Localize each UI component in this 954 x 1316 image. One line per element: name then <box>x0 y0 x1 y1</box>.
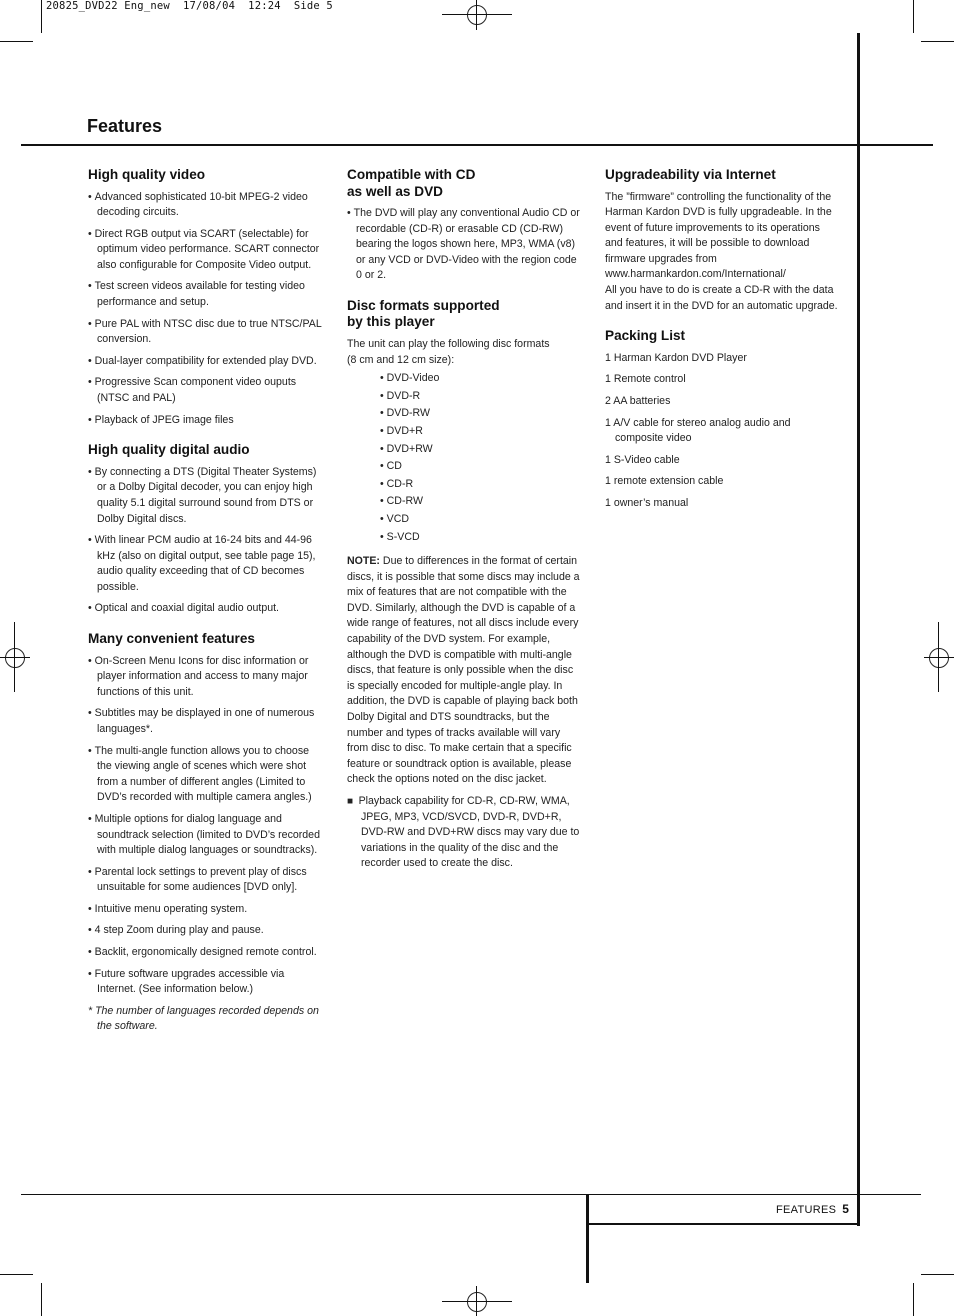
format-item: • DVD+RW <box>347 441 583 459</box>
registration-mark-bottom <box>467 1292 487 1312</box>
list-item: • Optical and coaxial digital audio output. <box>88 601 324 617</box>
crop-mark <box>913 0 914 33</box>
packing-item: 1 Harman Kardon DVD Player <box>605 351 747 364</box>
section-heading: Upgradeability via Internet <box>605 167 776 182</box>
list-item: • The DVD will play any conventional Audio CD or recordable (CD-R) or erasable CD (CD-RW) bearing the logos shown here, MP3, WMA (v8) or any VCD or DVD-Video with the region code 0 or 2. <box>347 206 583 284</box>
format-item: • CD <box>347 458 583 476</box>
footer-label: FEATURES <box>776 1204 837 1216</box>
footer-divider <box>586 1195 589 1283</box>
list-item: • 4 step Zoom during play and pause. <box>88 923 324 939</box>
registration-line <box>0 657 30 658</box>
list-item: • Multiple options for dialog language and soundtrack selection (limited to DVD’s recorded with multiple dialog languages or soundtracks). <box>88 812 324 859</box>
registration-line <box>442 1301 512 1302</box>
registration-mark-right <box>929 648 949 668</box>
list-item: • With linear PCM audio at 16-24 bits and 44-96 kHz (also on digital output, see table page 15), audio quality exceeding that of CD becomes possible. <box>88 533 324 595</box>
heading-line: by this player <box>347 314 435 330</box>
list-item: • Dual-layer compatibility for extended play DVD. <box>88 354 324 370</box>
printer-slug: 20825_DVD22 Eng_new 17/08/04 12:24 Side 5 <box>46 0 333 12</box>
format-item: • S-VCD <box>347 529 583 547</box>
crop-mark <box>921 1274 954 1275</box>
paragraph: The ”firmware” controlling the functionality of the Harman Kardon DVD is fully upgradeable. In the event of future improvements to its operations and features, it will be possible to download firmware upgrades from www.harmankardon.com/International/ <box>605 190 832 281</box>
heading-line: as well as DVD <box>347 183 443 199</box>
list-item: • Subtitles may be displayed in one of numerous languages*. <box>88 706 324 737</box>
list-item: • The multi-angle function allows you to choose the viewing angle of scenes which were shot from a number of different angles (Limited to DVD’s recorded with multiple camera angles.) <box>88 744 324 806</box>
crop-mark <box>921 41 954 42</box>
page-footer <box>776 1202 849 1216</box>
list-item: • On-Screen Menu Icons for disc information or player information and access to many major functions of this unit. <box>88 654 324 701</box>
registration-mark-top <box>467 5 487 25</box>
column-middle <box>347 167 583 878</box>
section-heading: Packing List <box>605 328 686 344</box>
footer-rule <box>21 1194 921 1195</box>
registration-line <box>924 657 954 658</box>
format-item: • DVD+R <box>347 423 583 441</box>
heading-line: Disc formats supported <box>347 297 500 313</box>
format-item: • CD-R <box>347 476 583 494</box>
crop-mark <box>913 1283 914 1316</box>
packing-item: 1 Remote control <box>605 373 686 386</box>
section-heading <box>347 298 583 331</box>
column-right <box>605 167 839 518</box>
packing-item: 1 S-Video cable <box>605 453 680 466</box>
registration-line <box>442 14 512 15</box>
format-item: • DVD-Video <box>347 370 583 388</box>
list-item: • Backlit, ergonomically designed remote control. <box>88 945 324 961</box>
crop-mark <box>41 0 42 33</box>
intro-line: The unit can play the following disc formats <box>347 337 550 350</box>
format-item: • VCD <box>347 511 583 529</box>
packing-item: 1 owner’s manual <box>605 496 689 509</box>
list-item: • Direct RGB output via SCART (selectable) for optimum video performance. SCART connector also configurable for Composite Video output. <box>88 227 324 274</box>
paragraph: All you have to do is create a CD-R with the data and insert it in the DVD for an automatic upgrade. <box>605 284 838 312</box>
page-edge-rule <box>857 33 860 1226</box>
list-item: • Parental lock settings to prevent play of discs unsuitable for some audiences [DVD only]. <box>88 865 324 896</box>
packing-item: 1 remote extension cable <box>605 475 724 488</box>
packing-item: 1 A/V cable for stereo analog audio and composite video <box>605 416 791 445</box>
section-heading <box>347 167 583 200</box>
crop-mark <box>0 41 33 42</box>
section-heading: Many convenient features <box>88 631 255 647</box>
list-item: • Pure PAL with NTSC disc due to true NTSC/PAL conversion. <box>88 317 324 348</box>
section-heading: High quality digital audio <box>88 442 250 458</box>
note-paragraph <box>347 554 583 788</box>
heading-line: Compatible with CD <box>347 167 476 182</box>
square-list-item: ■ Playback capability for CD-R, CD-RW, WMA, JPEG, MP3, VCD/SVCD, DVD-R, DVD+R, DVD-RW and DVD+RW discs may vary due to variations in the quality of the disc and the recorder used to create the disc. <box>347 794 583 872</box>
note-label: NOTE: <box>347 555 380 568</box>
list-item: • Advanced sophisticated 10-bit MPEG-2 video decoding circuits. <box>88 190 324 221</box>
format-item: • DVD-RW <box>347 405 583 423</box>
intro-text <box>347 337 583 368</box>
section-heading: High quality video <box>88 167 206 182</box>
title-rule <box>21 144 933 146</box>
list-item: • Progressive Scan component video ouputs (NTSC and PAL) <box>88 375 324 406</box>
format-item: • CD-RW <box>347 493 583 511</box>
registration-line <box>476 0 477 30</box>
note-text: Due to differences in the format of certain discs, it is possible that some discs may include a mix of features that are not compatible with the DVD. Similarly, although the DVD is capable of a wide range of features, not all discs include every capability of the DVD system. For example, although the DVD is compatible with multi-angle discs, that feature is only possible when the disc is specially encoded for multiple-angle play. In addition, the DVD is capable of playing back both Dolby Digital and DTS soundtracks, but the number and types of tracks available will vary from disc to disc. To make certain that a specific feature or soundtrack option is available, please check the options noted on the disc jacket. <box>347 555 580 786</box>
crop-mark <box>41 1283 42 1316</box>
registration-mark-left <box>5 648 25 668</box>
page-title: Features <box>87 116 163 136</box>
list-item: • Intuitive menu operating system. <box>88 902 324 918</box>
list-item: • Future software upgrades accessible via Internet. (See information below.) <box>88 967 324 998</box>
footer-box-rule <box>589 1223 860 1225</box>
crop-mark <box>0 1274 33 1275</box>
footnote: * The number of languages recorded depends on the software. <box>88 1004 319 1033</box>
format-item: • DVD-R <box>347 388 583 406</box>
packing-item: 2 AA batteries <box>605 394 671 407</box>
column-left <box>88 167 324 1035</box>
registration-line <box>476 1286 477 1316</box>
list-item: • Test screen videos available for testing video performance and setup. <box>88 279 324 310</box>
list-item: • By connecting a DTS (Digital Theater Systems) or a Dolby Digital decoder, you can enjoy high quality 5.1 digital surround sound from DTS or Dolby Digital discs. <box>88 465 324 527</box>
list-item: • Playback of JPEG image files <box>88 413 324 429</box>
page-number: 5 <box>842 1202 850 1216</box>
intro-line: (8 cm and 12 cm size): <box>347 353 455 366</box>
